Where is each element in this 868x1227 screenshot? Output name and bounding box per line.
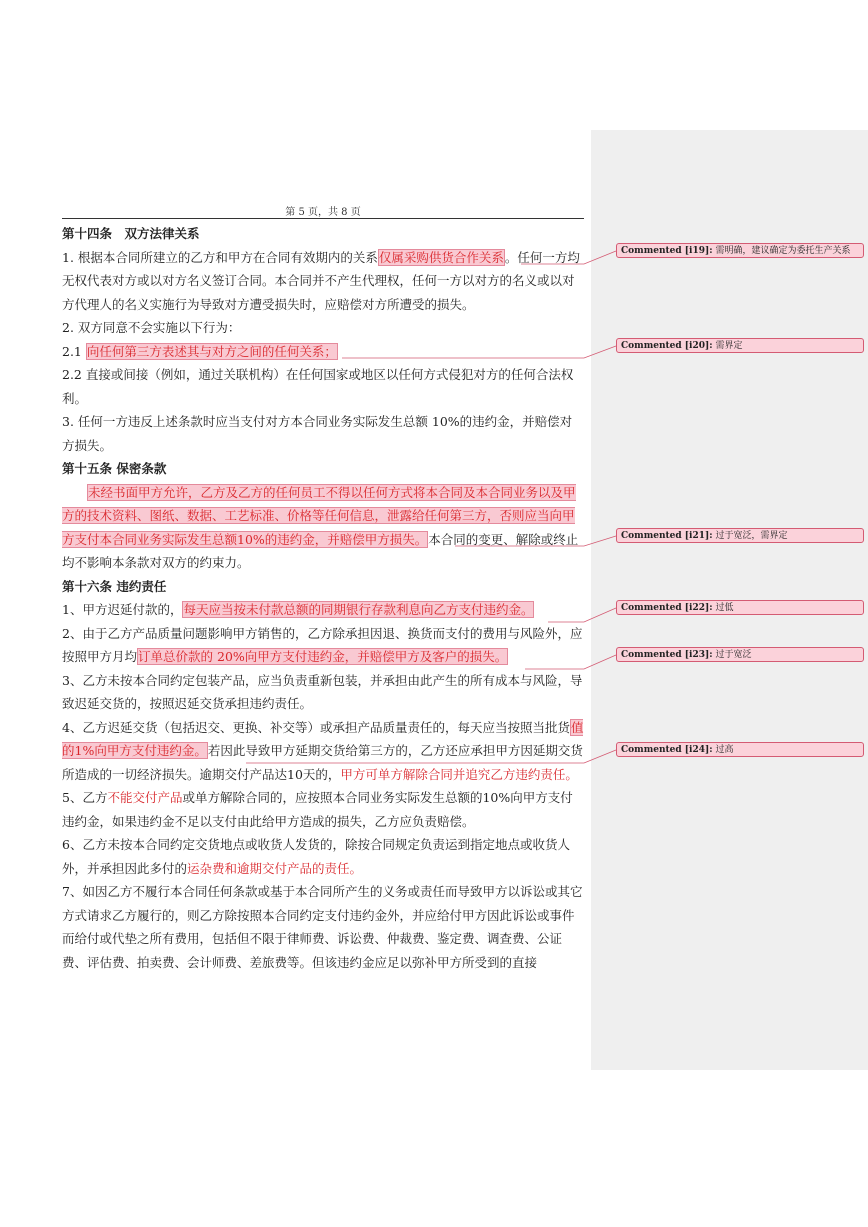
comment-balloon-i23[interactable]	[616, 647, 864, 662]
s16-i4-text-2: 若因此导致甲方延期交货给第三方的，乙方还应承担甲方因延期交货所造成的一切经济损失。逾期交付产品达10天的，	[62, 743, 583, 782]
s14-para-2-1	[62, 340, 584, 364]
comment-id: Commented [i20]:	[621, 341, 713, 351]
header-rule	[62, 218, 584, 219]
s16-i6-red: 运杂费和逾期交付产品的责任。	[187, 860, 363, 876]
comment-text: 过于宽泛	[715, 650, 752, 660]
commented-text-i24[interactable]: 值的1%向甲方支付违约金。	[62, 719, 584, 758]
commented-text-i21[interactable]: 未经书面甲方允许，乙方及乙方的任何员工不得以任何方式将本合同及本合同业务以及甲方的技术资料、图纸、数据、工艺标准、价格等任何信息，泄露给任何第三方，否则应当向甲方支付本合同业务实际发生总额10%的违约金，并赔偿甲方损失。	[62, 484, 576, 547]
page-header: 第 5 页，共 8 页	[285, 207, 361, 218]
comment-balloon-i19[interactable]	[616, 243, 864, 258]
comment-id: Commented [i21]:	[621, 531, 713, 541]
s14-p21-num: 2.1	[62, 343, 86, 359]
comment-id: Commented [i23]:	[621, 650, 713, 660]
s15-para	[62, 481, 584, 575]
commented-text-i22[interactable]: 每天应当按未付款总额的同期银行存款利息向乙方支付违约金。	[183, 602, 534, 617]
section-14-title: 第十四条 双方法律关系	[62, 226, 200, 241]
comment-balloon-i20[interactable]	[616, 338, 864, 353]
s16-i5-text-2: 或单方解除合同的，应按照本合同业务实际发生总额的10%向甲方支付违约金，如果违约金不足以支付由此给甲方造成的损失，乙方应负责赔偿。	[62, 790, 573, 829]
comment-text: 过于宽泛，需界定	[715, 531, 788, 541]
s14-para-1	[62, 246, 584, 317]
commented-text-i19[interactable]: 仅属采购供货合作关系	[378, 249, 504, 265]
s16-item-1	[62, 598, 584, 622]
s16-item-3: 3、乙方未按本合同约定包装产品，应当负责重新包装，并承担由此产生的所有成本与风险，导致迟延交货的，按照迟延交货承担违约责任。	[62, 672, 583, 711]
s14-p1-text-2: 。任何一方均无权代表对方或以对方名义签订合同。本合同并不产生代理权，任何一方以对方的名义或以对方代理人的名义实施行为导致对方遭受损失时，应赔偿对方所遭受的损失。	[62, 249, 580, 312]
s16-i4-red: 甲方可单方解除合同并追究乙方违约责任。	[340, 766, 578, 782]
comment-text: 需明确，建议确定为委托生产关系	[715, 246, 851, 256]
s16-i5-text: 5、乙方	[62, 790, 108, 805]
comment-id: Commented [i22]:	[621, 603, 713, 613]
s16-i6-text: 6、乙方未按本合同约定交货地点或收货人发货的，除按合同规定负责运到指定地点或收货人外，并承担因此多付的	[62, 837, 570, 876]
comment-text: 过高	[715, 745, 734, 755]
s16-item-5	[62, 786, 584, 833]
s16-i5-red: 不能交付产品	[107, 790, 183, 805]
s14-para-3: 3. 任何一方违反上述条款时应当支付对方本合同业务实际发生总额 10%的违约金，并赔偿对方损失。	[62, 414, 573, 453]
comment-balloon-i21[interactable]	[616, 528, 864, 543]
s16-i2-text: 2、由于乙方产品质量问题影响甲方销售的，乙方除承担因退、换货而支付的费用与风险外，应按照甲方月均	[62, 625, 583, 664]
s16-item-4	[62, 716, 584, 787]
section-16-title: 第十六条 违约责任	[62, 578, 167, 594]
s14-p1-text: 1. 根据本合同所建立的乙方和甲方在合同有效期内的关系	[62, 249, 378, 265]
s16-item-2	[62, 622, 584, 669]
s14-para-2-2: 2.2 直接或间接（例如，通过关联机构）在任何国家或地区以任何方式侵犯对方的任何合法权利。	[62, 367, 574, 406]
s15-tail: 本合同的变更、解除或终止均不影响本条款对双方的约束力。	[62, 531, 579, 570]
s16-item-7: 7、如因乙方不履行本合同任何条款或基于本合同所产生的义务或责任而导致甲方以诉讼或其它方式请求乙方履行的，则乙方除按照本合同约定支付违约金外，并应给付甲方因此诉讼或事件而给付或代垫之所有费用，包括但不限于律师费、诉讼费、仲裁费、鉴定费、调查费、公证费、评估费、拍卖费、会计师费、差旅费等。但该违约金应足以弥补甲方所受到的直接	[62, 884, 583, 970]
section-15-title: 第十五条 保密条款	[62, 461, 167, 476]
s16-i1-text: 1、甲方迟延付款的，	[62, 602, 183, 617]
comment-balloon-i22[interactable]	[616, 600, 864, 615]
s14-para-2: 2. 双方同意不会实施以下行为：	[62, 320, 241, 335]
s16-i4-text: 4、乙方迟延交货（包括迟交、更换、补交等）或承担产品质量责任的，每天应当按照当批货	[62, 719, 570, 735]
comment-balloon-i24[interactable]	[616, 742, 864, 757]
commented-text-i23[interactable]: 订单总价款的 20%向甲方支付违约金，并赔偿甲方及客户的损失。	[138, 649, 508, 664]
comment-id: Commented [i19]:	[621, 246, 713, 256]
comment-text: 需界定	[715, 341, 743, 351]
comment-text: 过低	[715, 603, 734, 613]
document-body	[62, 222, 584, 974]
comment-id: Commented [i24]:	[621, 745, 713, 755]
commented-text-i20[interactable]: 向任何第三方表述其与对方之间的任何关系；	[86, 343, 337, 359]
s16-item-6	[62, 833, 584, 880]
